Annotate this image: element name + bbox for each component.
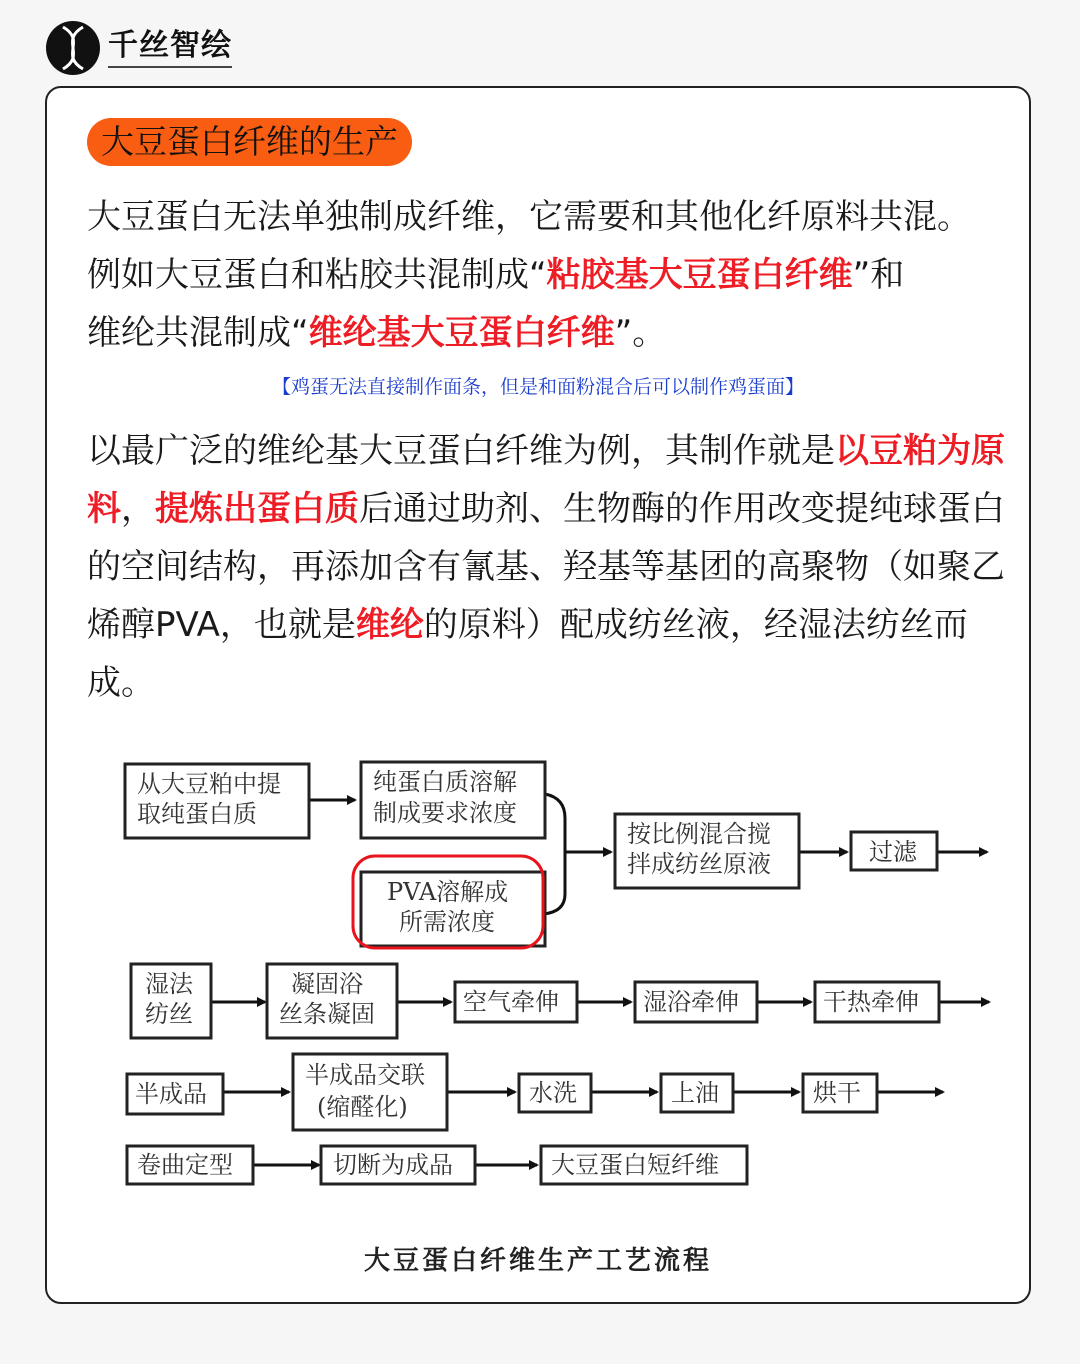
node-text: 烘干 (813, 1079, 861, 1107)
node-oiling (661, 1074, 733, 1112)
node-text: 凝固浴 (291, 970, 363, 998)
intro-text: 维纶共混制成“ (87, 313, 309, 353)
node-wet-bath-stretch (635, 982, 757, 1022)
node-soy-staple-fiber (541, 1146, 747, 1184)
node-crosslink (293, 1054, 447, 1130)
node-coagulation (267, 964, 397, 1038)
node-text: 湿法 (145, 970, 193, 998)
node-text: 干热牵伸 (823, 988, 919, 1016)
node-text: PVA溶解成 (387, 878, 509, 906)
node-drying (803, 1074, 877, 1112)
node-text: 制成要求浓度 (373, 799, 517, 827)
node-crimp-setting (127, 1146, 253, 1184)
node-dissolve-protein (361, 762, 545, 838)
node-text: 纯蛋白质溶解 (373, 768, 517, 796)
node-text: 按比例混合搅 (627, 820, 771, 848)
intro-text: 例如大豆蛋白和粘胶共混制成“ (87, 255, 547, 295)
brand (46, 20, 232, 76)
node-dry-heat-stretch (815, 982, 939, 1022)
node-text: 丝条凝固 (279, 1000, 375, 1028)
flowchart-caption: 大豆蛋白纤维生产工艺流程 (363, 1246, 712, 1276)
section-title: 大豆蛋白纤维的生产 (87, 118, 412, 166)
node-filter (851, 832, 937, 870)
node-semi-product (127, 1074, 223, 1114)
analogy-note: 【鸡蛋无法直接制作面条，但是和面粉混合后可以制作鸡蛋面】 (271, 376, 804, 398)
node-text: 半成品交联 (305, 1061, 425, 1089)
node-text: 湿浴牵伸 (643, 988, 739, 1016)
node-text: 拌成纺丝原液 (627, 850, 771, 878)
process-text: ， (121, 489, 155, 529)
node-text: 空气牵伸 (463, 988, 559, 1016)
node-text: 过滤 (869, 838, 917, 866)
node-water-wash (519, 1074, 591, 1112)
node-text: (缩醛化) (317, 1093, 408, 1121)
dna-helix-icon (46, 21, 100, 75)
highlight-protein-extract: 提炼出蛋白质 (155, 489, 359, 529)
node-mix-dope (615, 814, 799, 888)
node-text: 上油 (671, 1079, 719, 1107)
highlight-vinylon: 维纶 (355, 605, 424, 645)
node-text: 从大豆粕中提 (137, 770, 281, 798)
node-text: 水洗 (529, 1079, 577, 1107)
node-text: 纺丝 (145, 1000, 193, 1028)
process-flowchart (47, 88, 1029, 1302)
brand-name: 千丝智绘 (108, 28, 232, 68)
content-card (45, 86, 1031, 1304)
highlight-vinylon-fiber: 维纶基大豆蛋白纤维 (308, 313, 615, 353)
intro-text: ”。 (614, 313, 667, 353)
process-text: 以最广泛的维纶基大豆蛋白纤维为例，其制作就是 (87, 431, 835, 471)
intro-text: ”和 (852, 255, 905, 295)
node-text: 切断为成品 (333, 1151, 453, 1179)
process-text: 后通过助剂、生物酶的作用改变提纯球蛋白的空间结构，再添加含有氰基、羟基等基团的高聚物（如聚乙烯醇PVA，也就是 (87, 489, 1005, 645)
intro-line-1: 大豆蛋白无法单独制成纤维，它需要和其他化纤原料共混。 (87, 197, 971, 237)
process-text: 的原料）配成纺丝液，经湿法纺丝而成。 (87, 605, 968, 703)
node-text: 取纯蛋白质 (137, 800, 257, 828)
node-extract-protein (125, 764, 309, 838)
node-text: 卷曲定型 (137, 1151, 233, 1179)
node-text: 半成品 (135, 1080, 207, 1108)
node-text: 大豆蛋白短纤维 (551, 1151, 719, 1179)
highlight-raw-material: 以豆粕为原料 (87, 431, 1005, 529)
node-cut-product (321, 1146, 475, 1184)
node-wet-spinning (131, 964, 211, 1038)
node-text: 所需浓度 (399, 908, 495, 936)
highlight-viscose-fiber: 粘胶基大豆蛋白纤维 (546, 255, 853, 295)
node-air-stretch (455, 982, 577, 1022)
node-dissolve-pva (361, 872, 545, 946)
